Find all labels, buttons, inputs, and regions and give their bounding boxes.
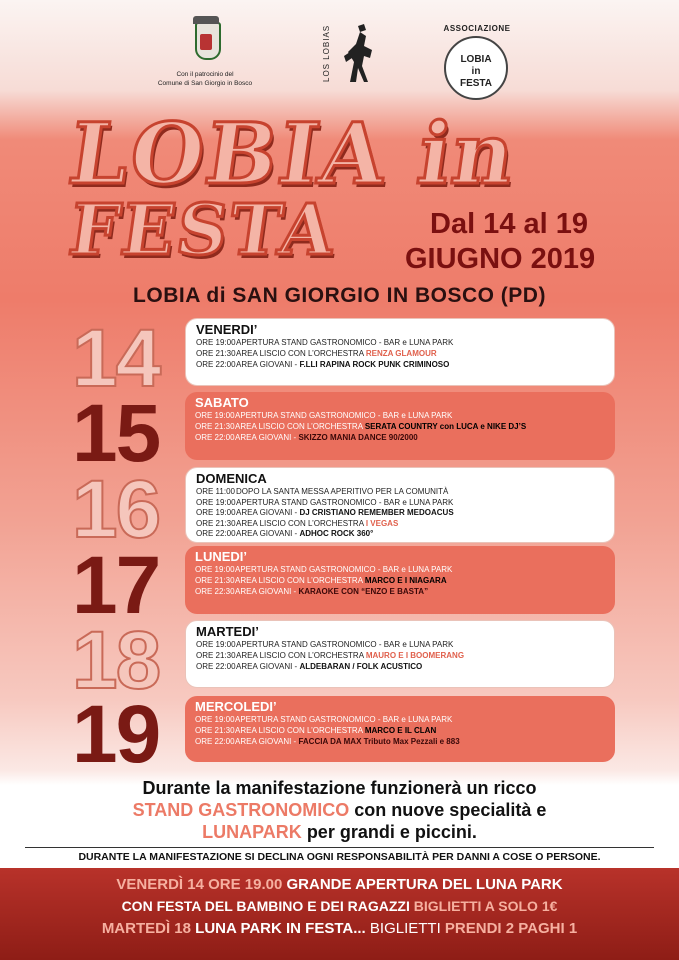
event-row: ORE 21:30AREA LISCIO CON L’ORCHESTRA MAURO E I BOOMERANG (196, 650, 465, 660)
event-row: ORE 21:30AREA LISCIO CON L’ORCHESTRA RENZA GLAMOUR (196, 348, 437, 358)
day-name: SABATO (195, 395, 249, 410)
coat-of-arms-icon (195, 22, 221, 60)
day-number-17: 17 (72, 540, 160, 631)
association-name-line-3: FESTA (459, 78, 493, 89)
association-label: ASSOCIAZIONE (443, 24, 511, 33)
day-name: MERCOLEDI’ (195, 699, 277, 714)
event-row: ORE 19:00APERTURA STAND GASTRONOMICO - BAR e LUNA PARK (195, 715, 453, 724)
event-row: ORE 19:00APERTURA STAND GASTRONOMICO - BAR e LUNA PARK (195, 411, 453, 420)
day-name: DOMENICA (196, 471, 267, 486)
event-row: ORE 22:00AREA GIOVANI - FACCIA DA MAX Tributo Max Pezzali e 883 (195, 736, 460, 746)
day-card-16 (185, 467, 615, 543)
disclaimer: DURANTE LA MANIFESTAZIONE SI DECLINA OGNI RESPONSABILITÀ PER DANNI A COSE O PERSONE. (78, 851, 601, 863)
day-card-14 (185, 318, 615, 386)
date-range: Dal 14 al 19 (430, 208, 588, 240)
patronage-text (150, 70, 260, 88)
event-row: ORE 21:30AREA LISCIO CON L’ORCHESTRA MARCO E IL CLAN (195, 725, 437, 735)
event-location: LOBIA di SAN GIORGIO IN BOSCO (PD) (133, 284, 546, 307)
info-line-3: LUNAPARK per grandi e piccini. (202, 822, 477, 842)
los-lobias-logo (320, 22, 390, 92)
event-row: ORE 21:30AREA LISCIO CON L’ORCHESTRA I VEGAS (196, 518, 399, 528)
event-row: ORE 22:00AREA GIOVANI - ALDEBARAN / FOLK ACUSTICO (196, 661, 423, 671)
event-title-line-1: LOBIA in (63, 104, 523, 203)
day-name: MARTEDI’ (196, 624, 259, 639)
day-card-18 (185, 620, 615, 688)
event-row: ORE 21:30AREA LISCIO CON L’ORCHESTRA MARCO E I NIAGARA (195, 575, 447, 585)
day-name: LUNEDI’ (195, 549, 247, 564)
day-card-17 (185, 546, 615, 614)
day-number-14: 14 (72, 313, 160, 404)
event-row: ORE 22:00AREA GIOVANI - ADHOC ROCK 360° (196, 529, 374, 538)
day-card-15 (185, 392, 615, 460)
day-name: VENERDI’ (196, 322, 258, 337)
day-number-18: 18 (72, 615, 160, 706)
event-title-line-2: FESTA (64, 188, 343, 271)
info-line-1: Durante la manifestazione funzionerà un ricco (142, 778, 537, 798)
patronage-line-2: Comune di San Giorgio in Bosco (157, 80, 253, 87)
event-row: ORE 11:00DOPO LA SANTA MESSA APERITIVO PER LA COMUNITÀ (196, 487, 449, 496)
bottom-line-2: CON FESTA DEL BAMBINO E DEI RAGAZZI BIGLIETTI A SOLO 1€ (121, 898, 558, 914)
divider (25, 847, 654, 848)
event-row: ORE 22:30AREA GIOVANI - KARAOKE CON “ENZO E BASTA” (195, 586, 429, 596)
municipality-logo (150, 18, 260, 100)
day-number-16: 16 (72, 464, 160, 555)
info-block (0, 777, 679, 843)
day-card-19 (185, 696, 615, 762)
bottom-line-1: VENERDÌ 14 ORE 19.00 GRANDE APERTURA DEL LUNA PARK (116, 876, 563, 893)
association-name-line-1: LOBIA (460, 54, 492, 65)
bottom-line-3: MARTEDÌ 18 LUNA PARK IN FESTA... BIGLIETTI PRENDI 2 PAGHI 1 (101, 920, 578, 937)
association-name-line-2: in (471, 66, 481, 77)
event-row: ORE 19:00APERTURA STAND GASTRONOMICO - BAR e LUNA PARK (196, 640, 454, 649)
association-logo (436, 24, 518, 106)
event-row: ORE 19:00AREA GIOVANI - DJ CRISTIANO REMEMBER MEDOACUS (196, 508, 454, 517)
event-row: ORE 22:00AREA GIOVANI - F.LLI RAPINA ROCK PUNK CRIMINOSO (196, 359, 450, 369)
info-line-2: STAND GASTRONOMICO con nuove specialità e (132, 800, 547, 820)
event-row: ORE 19:00APERTURA STAND GASTRONOMICO - BAR e LUNA PARK (195, 565, 453, 574)
day-number-15: 15 (72, 388, 160, 479)
los-lobias-text: LOS LOBIAS (322, 24, 331, 82)
date-month-year: GIUGNO 2019 (405, 243, 596, 275)
event-row: ORE 19:00APERTURA STAND GASTRONOMICO - BAR e LUNA PARK (196, 338, 454, 347)
day-number-19: 19 (72, 689, 160, 780)
event-row: ORE 21:30AREA LISCIO CON L’ORCHESTRA SERATA COUNTRY con LUCA e NIKE DJ’S (195, 421, 527, 431)
patronage-line-1: Con il patrocinio del (176, 71, 234, 78)
event-row: ORE 19:00APERTURA STAND GASTRONOMICO - BAR e LUNA PARK (196, 497, 454, 507)
association-name (448, 54, 504, 90)
event-row: ORE 22:00AREA GIOVANI - SKIZZO MANIA DANCE 90/2000 (195, 432, 418, 442)
